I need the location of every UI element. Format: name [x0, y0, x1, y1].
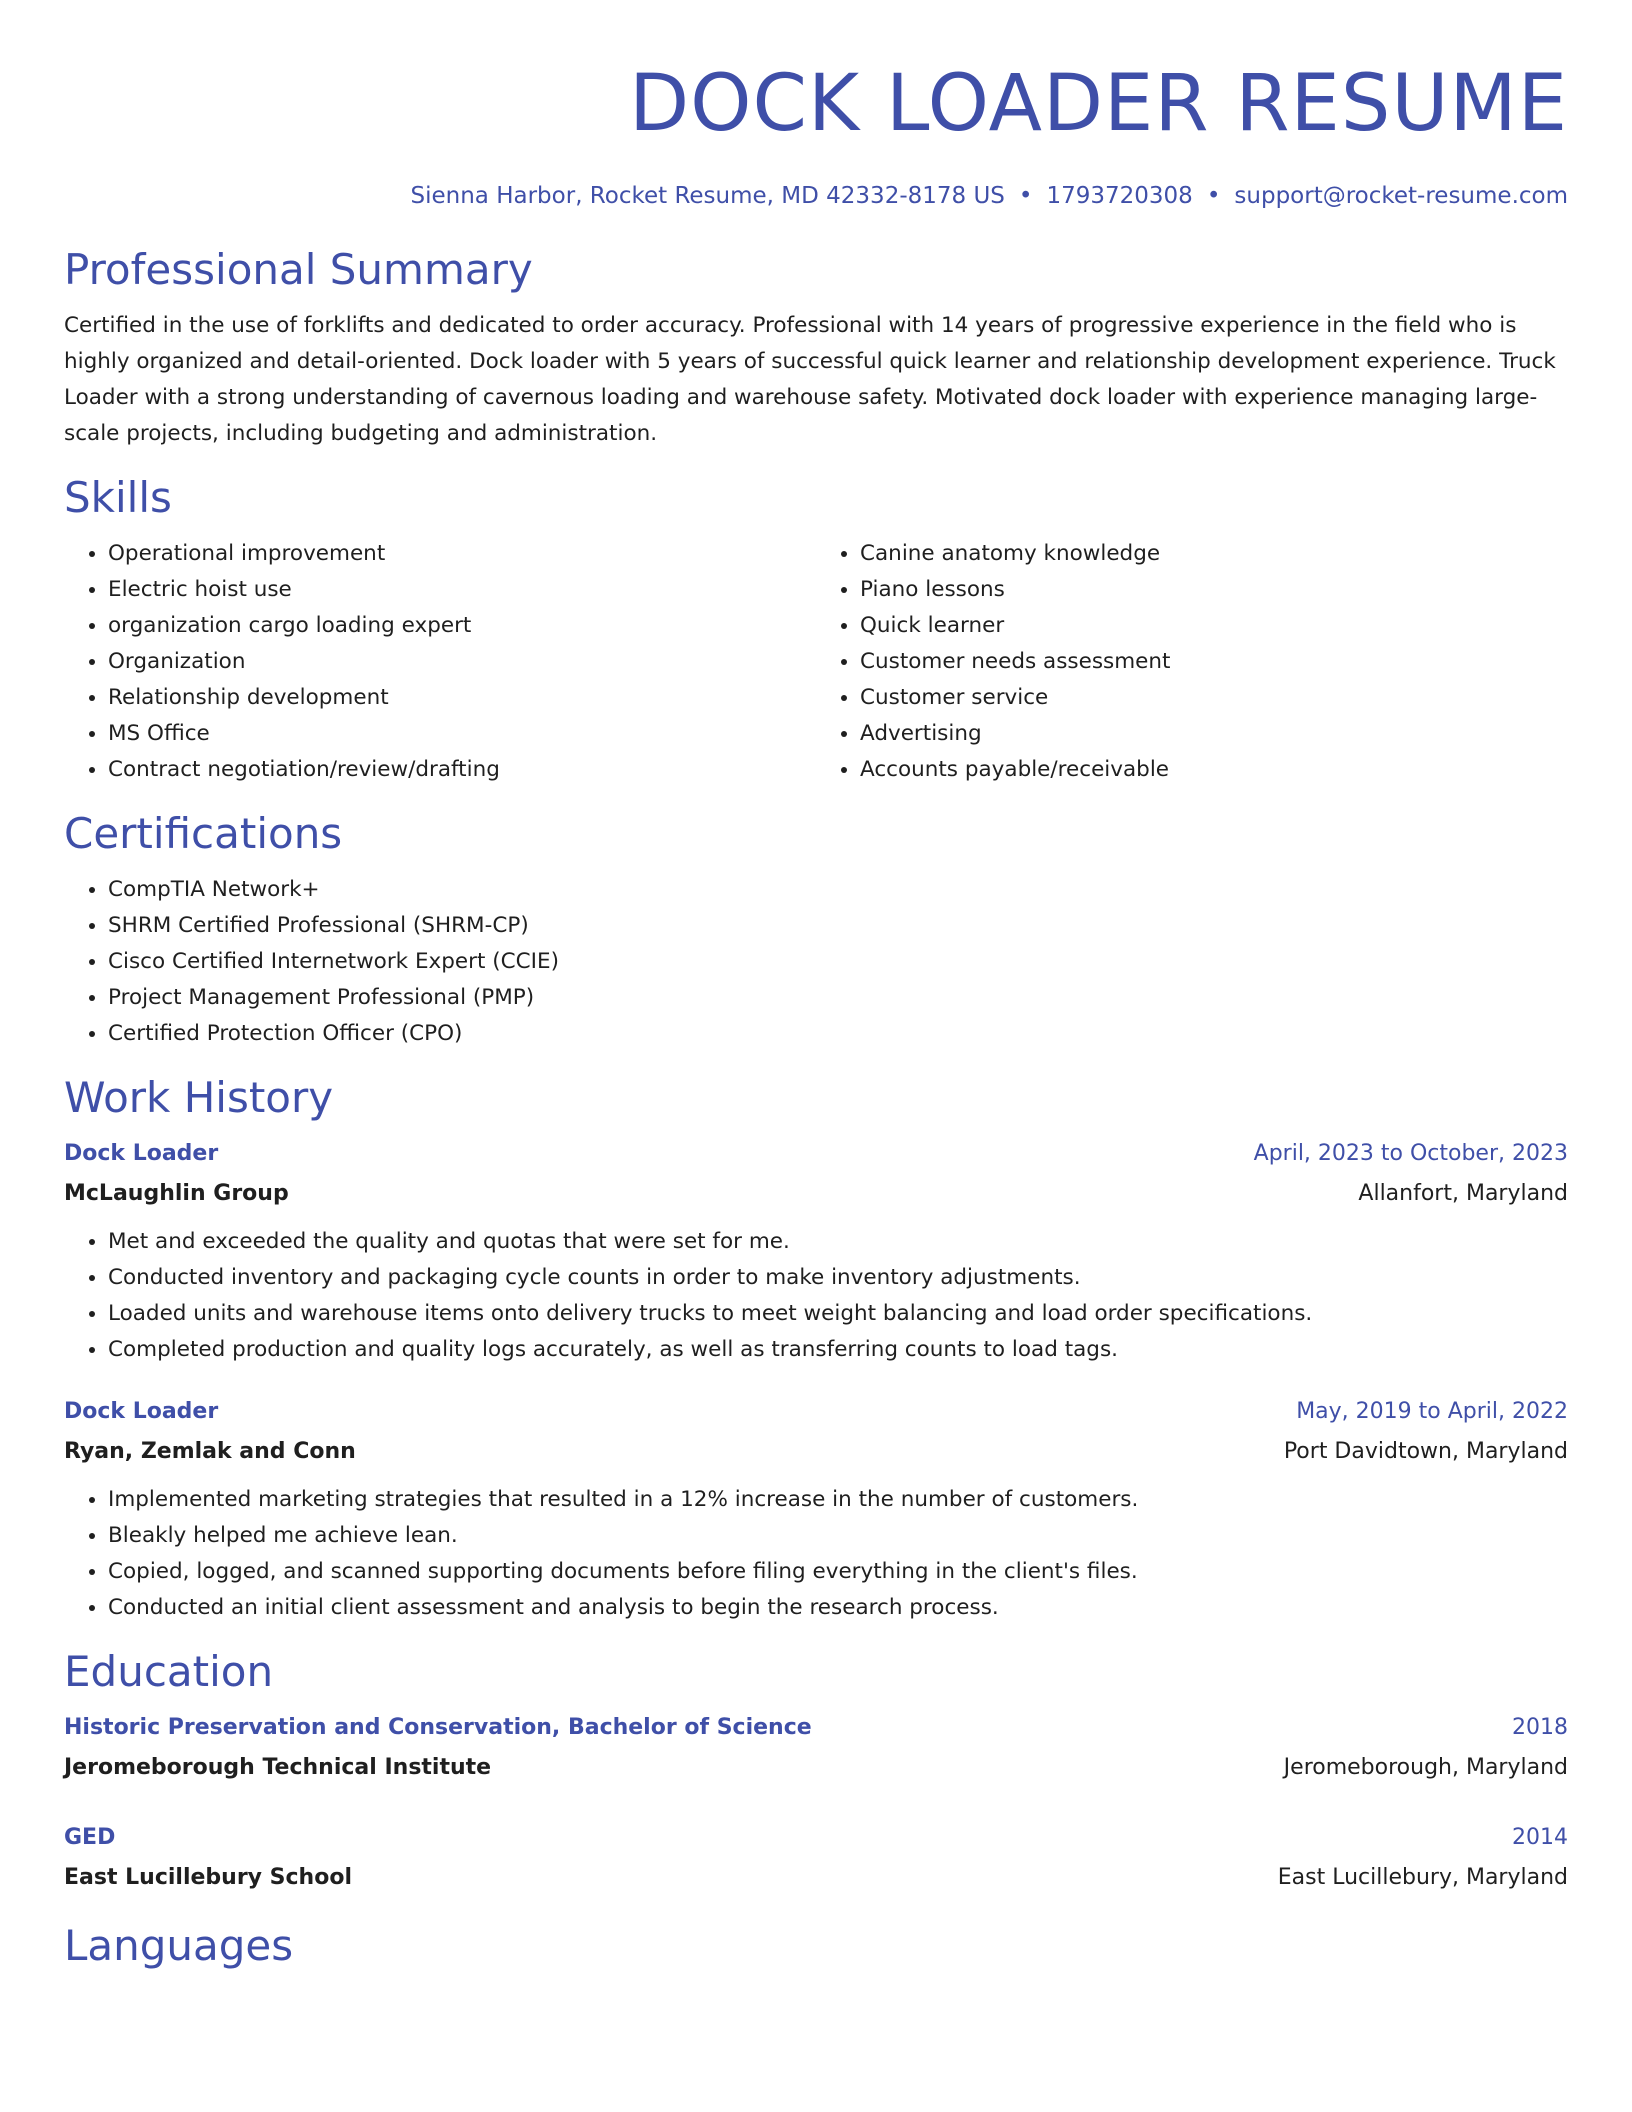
job-dates: May, 2019 to April, 2022	[1296, 1399, 1568, 1424]
skill-item: • Customer service	[860, 680, 1568, 716]
job-bullet: • Conducted inventory and packaging cycle counts in order to make inventory adjustments.	[108, 1260, 1568, 1296]
contact-separator: •	[1018, 183, 1033, 209]
job-bullets	[64, 1482, 1568, 1626]
resume-title: DOCK LOADER RESUME	[629, 59, 1568, 149]
job-company: Ryan, Zemlak and Conn	[64, 1439, 356, 1464]
certification-item: • CompTIA Network+	[108, 872, 1568, 908]
education-school-row	[64, 1748, 1568, 1788]
skill-item: • Accounts payable/receivable	[860, 752, 1568, 788]
job-bullet: • Conducted an initial client assessment and analysis to begin the research process.	[108, 1590, 1568, 1626]
certifications-heading: Certifications	[64, 809, 343, 858]
contact-address: Sienna Harbor, Rocket Resume, MD 42332-8178 US	[410, 183, 1005, 209]
job-bullet: • Bleakly helped me achieve lean.	[108, 1518, 1568, 1554]
job-company: McLaughlin Group	[64, 1181, 289, 1206]
job-location: Port Davidtown, Maryland	[1283, 1439, 1568, 1464]
job-header	[64, 1392, 1568, 1432]
job-bullet: • Met and exceeded the quality and quotas that were set for me.	[108, 1224, 1568, 1260]
certification-item: • Certified Protection Officer (CPO)	[108, 1016, 1568, 1052]
job-title: Dock Loader	[64, 1399, 219, 1424]
education-degree: Historic Preservation and Conservation, Bachelor of Science	[64, 1715, 812, 1740]
job-company-row	[64, 1174, 1568, 1214]
job-header	[64, 1134, 1568, 1174]
skill-item: • Customer needs assessment	[860, 644, 1568, 680]
job-entry	[64, 1134, 1568, 1368]
education-year: 2014	[1512, 1825, 1568, 1850]
skill-item: • Advertising	[860, 716, 1568, 752]
education-entry	[64, 1708, 1568, 1788]
job-company-row	[64, 1432, 1568, 1472]
skills-right-column	[816, 536, 1568, 788]
education-entry	[64, 1818, 1568, 1898]
education-location: East Lucillebury, Maryland	[1277, 1865, 1568, 1890]
skill-item: • Organization	[108, 644, 816, 680]
education-header	[64, 1708, 1568, 1748]
skill-item: • Canine anatomy knowledge	[860, 536, 1568, 572]
contact-phone: 1793720308	[1046, 183, 1193, 209]
job-bullet: • Completed production and quality logs accurately, as well as transferring counts to load tags.	[108, 1332, 1568, 1368]
skills-left-column	[64, 536, 816, 788]
job-bullet: • Loaded units and warehouse items onto delivery trucks to meet weight balancing and load order specifications.	[108, 1296, 1568, 1332]
skills-heading: Skills	[64, 473, 172, 522]
skill-item: • Relationship development	[108, 680, 816, 716]
education-school: East Lucillebury School	[64, 1865, 352, 1890]
certification-item: • Project Management Professional (PMP)	[108, 980, 1568, 1016]
skill-item: • Operational improvement	[108, 536, 816, 572]
certification-item: • Cisco Certified Internetwork Expert (CCIE)	[108, 944, 1568, 980]
education-year: 2018	[1512, 1715, 1568, 1740]
skill-item: • organization cargo loading expert	[108, 608, 816, 644]
skill-item: • Electric hoist use	[108, 572, 816, 608]
contact-separator: •	[1206, 183, 1221, 209]
skill-item: • Contract negotiation/review/drafting	[108, 752, 816, 788]
education-heading: Education	[64, 1647, 274, 1696]
education-school: Jeromeborough Technical Institute	[64, 1755, 492, 1780]
work-history-heading: Work History	[64, 1073, 334, 1122]
job-title: Dock Loader	[64, 1141, 219, 1166]
education-location: Jeromeborough, Maryland	[1283, 1755, 1568, 1780]
education-school-row	[64, 1858, 1568, 1898]
skills-list	[64, 536, 1568, 788]
education-header	[64, 1818, 1568, 1858]
education-degree: GED	[64, 1825, 116, 1850]
certification-item: • SHRM Certified Professional (SHRM-CP)	[108, 908, 1568, 944]
job-entry	[64, 1392, 1568, 1626]
contact-line	[64, 180, 1568, 212]
job-location: Allanfort, Maryland	[1358, 1181, 1568, 1206]
job-dates: April, 2023 to October, 2023	[1253, 1141, 1568, 1166]
languages-heading: Languages	[64, 1921, 294, 1970]
skill-item: • MS Office	[108, 716, 816, 752]
certifications-list	[64, 872, 1568, 1052]
summary-heading: Professional Summary	[64, 245, 533, 294]
skill-item: • Piano lessons	[860, 572, 1568, 608]
summary-text: Certified in the use of forklifts and dedicated to order accuracy. Professional with 14 years of progressive experience in the field who is highly organized and detail-oriented. Dock loader with 5 years of successful quick learner and relationship development experience. Truck Loader with a strong understanding of cavernous loading and warehouse safety. Motivated dock loader with experience managing large-scale projects, including budgeting and administration.	[64, 313, 1556, 446]
job-bullets	[64, 1224, 1568, 1368]
contact-email[interactable]: support@rocket-resume.com	[1234, 183, 1568, 209]
job-bullet: • Copied, logged, and scanned supporting documents before filing everything in the client's files.	[108, 1554, 1568, 1590]
job-bullet: • Implemented marketing strategies that resulted in a 12% increase in the number of customers.	[108, 1482, 1568, 1518]
skill-item: • Quick learner	[860, 608, 1568, 644]
